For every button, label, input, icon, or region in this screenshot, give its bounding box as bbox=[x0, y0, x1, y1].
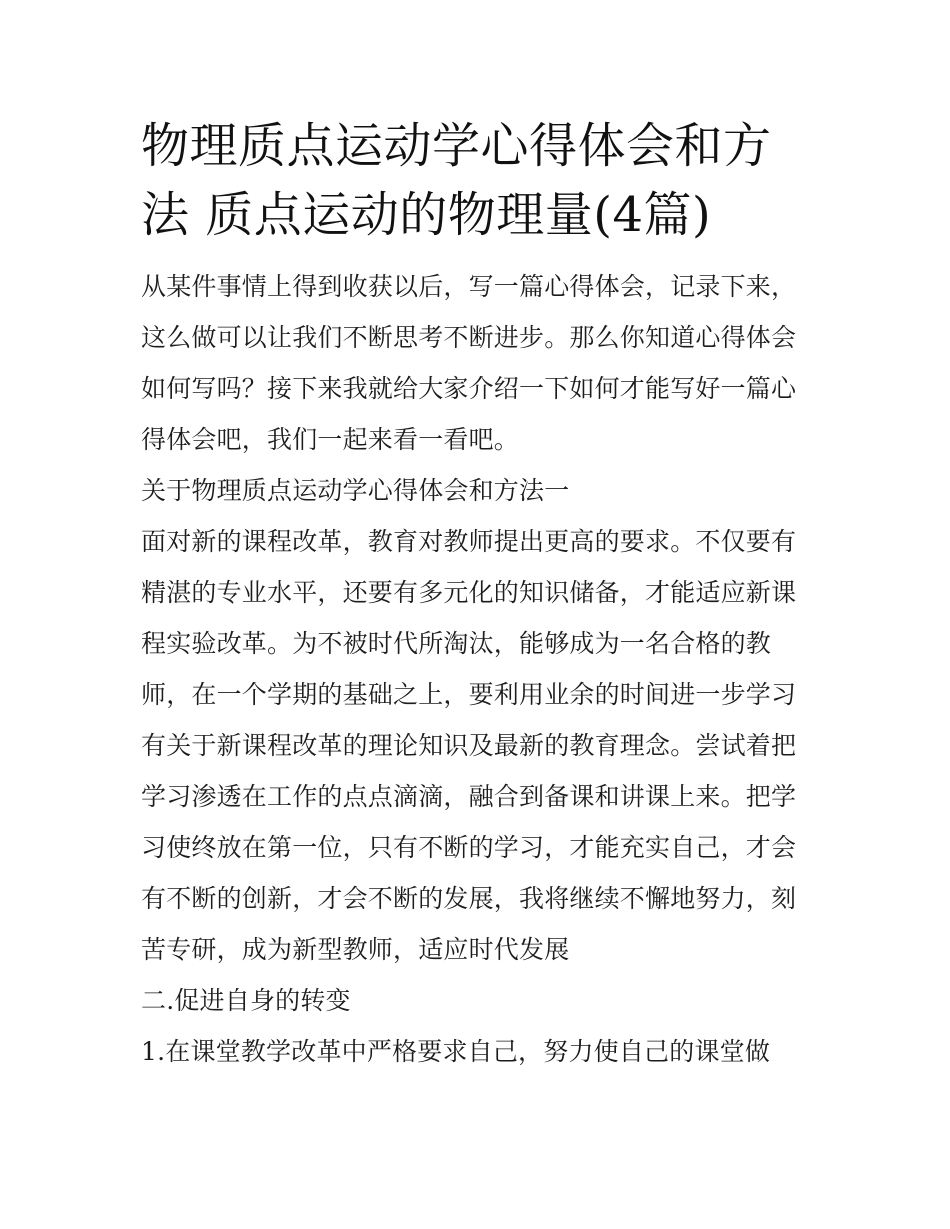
document-body bbox=[141, 112, 813, 1077]
list-item: 1.在课堂教学改革中严格要求自己，努力使自己的课堂做 bbox=[141, 1037, 771, 1066]
intro-paragraph: 从某件事情上得到收获以后，写一篇心得体会，记录下来，这么做可以让我们不断思考不断进步。那么你知道心得体会如何写吗？接下来我就给大家介绍一下如何才能写好一篇心得体会吧，我们一起来看一看吧。 bbox=[141, 272, 797, 454]
body-paragraph: 面对新的课程改革，教育对教师提出更高的要求。不仅要有精湛的专业水平，还要有多元化的知识储备，才能适应新课程实验改革。为不被时代所淘汰，能够成为一名合格的教师，在一个学期的基础之上，要利用业余的时间进一步学习有关于新课程改革的理论知识及最新的教育理念。尝试着把学习渗透在工作的点点滴滴，融合到备课和讲课上来。把学习使终放在第一位，只有不断的学习，才能充实自己，才会有不断的创新，才会不断的发展，我将继续不懈地努力，刻苦专研，成为新型教师，适应时代发展 bbox=[141, 527, 797, 964]
section-heading: 关于物理质点运动学心得体会和方法一 bbox=[141, 476, 570, 505]
document-title: 物理质点运动学心得体会和方法 质点运动的物理量(4篇) bbox=[141, 118, 772, 243]
subheading: 二.促进自身的转变 bbox=[141, 986, 351, 1015]
